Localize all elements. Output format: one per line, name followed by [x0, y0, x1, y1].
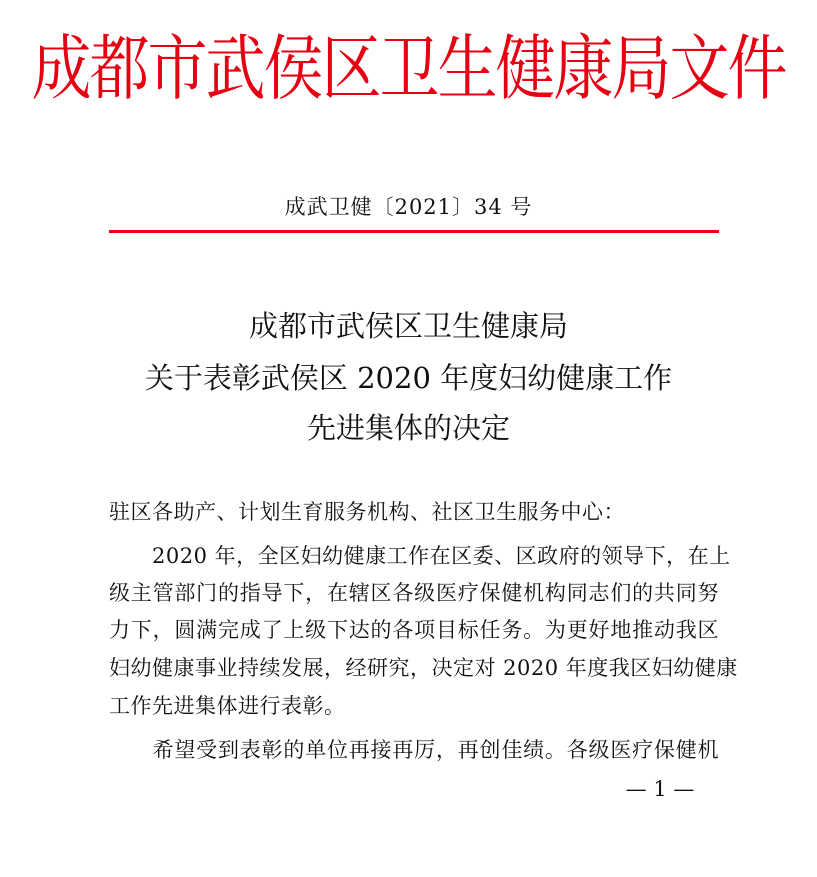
- document-title-line-2: 关于表彰武侯区 2020 年度妇幼健康工作: [144, 361, 673, 395]
- body-paragraph-line: 希望受到表彰的单位再接再厉，再创佳绩。各级医疗保健机: [109, 738, 719, 762]
- document-title-line-1: 成都市武侯区卫生健康局: [248, 309, 568, 343]
- document-title-line-3: 先进集体的决定: [306, 411, 510, 445]
- page-number: — 1 —: [625, 777, 695, 801]
- body-paragraph-line: 妇幼健康事业持续发展，经研究，决定对 2020 年度我区妇幼健康: [109, 656, 738, 680]
- agency-file-title: 成都市武侯区卫生健康局文件: [31, 27, 786, 111]
- document-number: 成武卫健〔2021〕34 号: [284, 195, 533, 219]
- red-divider-line: [109, 230, 719, 233]
- salutation: 驻区各助产、计划生育服务机构、社区卫生服务中心：: [109, 500, 625, 524]
- body-paragraph-line: 力下，圆满完成了上级下达的各项目标任务。为更好地推动我区: [109, 618, 719, 642]
- body-paragraph-line: 级主管部门的指导下，在辖区各级医疗保健机构同志们的共同努: [109, 581, 719, 605]
- body-paragraph-line: 工作先进集体进行表彰。: [109, 694, 346, 718]
- body-paragraph-line: 2020 年，全区妇幼健康工作在区委、区政府的领导下，在上: [109, 544, 731, 568]
